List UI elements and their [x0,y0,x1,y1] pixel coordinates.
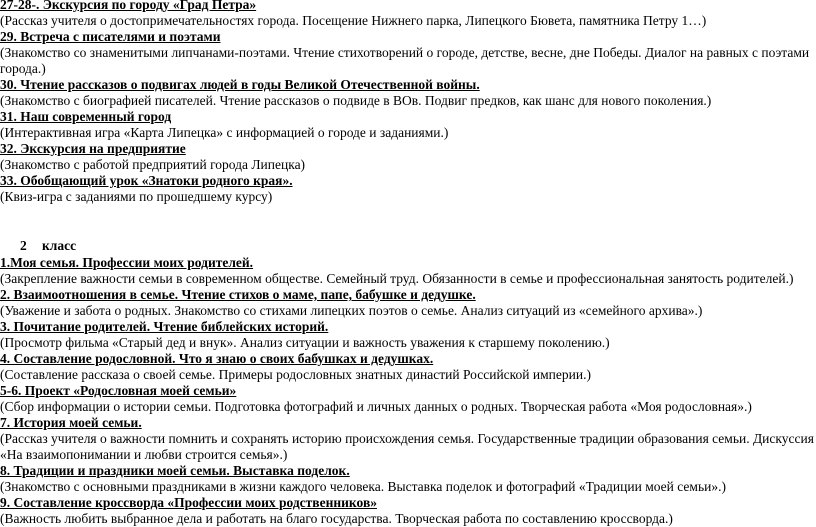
lesson-title: 31. Наш современный город [0,109,172,124]
lesson-description: (Уважение и забота о родных. Знакомство со стихами липецких поэтов о семье. Анализ ситуаций из «семейного архива».) [0,303,703,318]
lesson-list-grade-2 [0,255,816,527]
lesson-description: (Знакомство с основными праздниками в жизни каждого человека. Выставка поделок и фотографий «Традиции моей семьи».) [0,479,726,494]
lesson-title: 5-6. Проект «Родословная моей семьи» [0,383,237,398]
lesson-description: (Знакомство со знаменитыми липчанами-поэтами. Чтение стихотворений о городе, детстве, весне, дне Победы. Диалог на равных с поэтами [0,45,810,60]
lesson-description: (Просмотр фильма «Старый дед и внук». Анализ ситуации и важность уважения к старшему поколению.) [0,335,610,350]
grade-number: 2 [20,238,27,253]
lesson-description: (Важность любить выбранное дела и работать на благо государства. Творческая работа по составлению кроссворда.) [0,511,673,526]
lesson-title: 29. Встреча с писателями и поэтами [0,29,221,44]
lesson-description: (Закрепление важности семьи в современном обществе. Семейный труд. Обязанности в семье и профессиональная занятость родителей.) [0,271,794,286]
lesson-description: (Интерактивная игра «Карта Липецка» с информацией о городе и заданиями.) [0,125,449,140]
lesson-title: 27-28-. Экскурсия по городу «Град Петра» [0,0,257,12]
lesson-list-grade-1 [0,0,816,205]
lesson-title: 2. Взаимоотношения в семье. Чтение стихов о маме, папе, бабушке и дедушке. [0,287,476,302]
grade-label: класс [42,238,77,253]
lesson-title: 32. Экскурсия на предприятие [0,141,186,156]
lesson-description: (Квиз-игра с заданиями по прошедшему курсу) [0,189,273,204]
lesson-title: 4. Составление родословной. Что я знаю о своих бабушках и дедушках. [0,351,434,366]
lesson-description: города.) [0,61,46,76]
lesson-description: (Рассказ учителя о важности помнить и сохранять историю происхождения семья. Государственные традиции образования семьи. Дискуссия [0,431,814,446]
grade-heading [0,237,816,255]
lesson-description: (Сбор информации о истории семьи. Подготовка фотографий и личных данных о родных. Творческая работа «Моя родословная».) [0,399,752,414]
lesson-description: (Знакомство с работой предприятий города Липецка) [0,157,306,172]
lesson-description: (Знакомство с биографией писателей. Чтение рассказов о подвиде в ВОв. Подвиг предков, как шанс для нового поколения.) [0,93,712,108]
lesson-description: (Составление рассказа о своей семье. Примеры родословных знатных династий Российской империи.) [0,367,591,382]
lesson-title: 7. История моей семьи. [0,415,142,430]
lesson-title: 3. Почитание родителей. Чтение библейских историй. [0,319,329,334]
lesson-description: «На взаимопонимании и любви строится семья».) [0,447,288,462]
lesson-title: 1.Моя семья. Профессии моих родителей. [0,255,254,270]
lesson-title: 9. Составление кроссворда «Профессии моих родственников» [0,495,377,510]
lesson-title: 8. Традиции и праздники моей семьи. Выставка поделок. [0,463,350,478]
lesson-description: (Рассказ учителя о достопримечательностях города. Посещение Нижнего парка, Липецкого Бювета, памятника Петру 1…) [0,13,707,28]
lesson-title: 33. Обобщающий урок «Знатоки родного края». [0,173,293,188]
lesson-title: 30. Чтение рассказов о подвигах людей в годы Великой Отечественной войны. [0,77,480,92]
spacer [0,205,816,237]
